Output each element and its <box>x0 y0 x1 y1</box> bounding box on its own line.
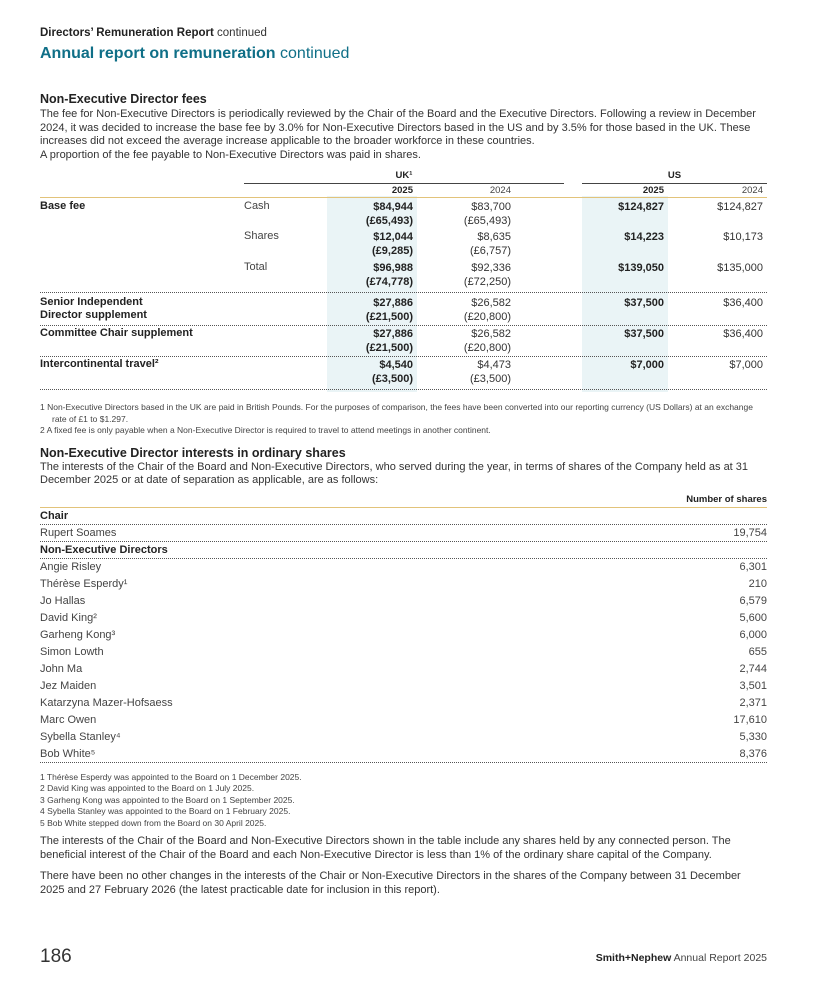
table-row <box>40 678 767 695</box>
director-name: Bob White⁵ <box>40 747 96 760</box>
uk-2025-cell: $4,540 (£3,500) <box>372 359 413 385</box>
uk-2024-cell: $4,473 (£3,500) <box>470 359 511 385</box>
brand-line <box>596 952 767 964</box>
uk-2024-cell: $26,582 (£20,800) <box>463 328 511 354</box>
uk-group-rule <box>244 183 564 184</box>
uk-2025-cell: $27,886 (£21,500) <box>365 328 413 354</box>
fees-table <box>40 170 767 392</box>
share-count: 6,579 <box>739 594 767 607</box>
group-non-executive: Non-Executive Directors <box>40 542 767 559</box>
us-2025-cell: $37,500 <box>624 297 664 309</box>
share-count: 19,754 <box>733 526 767 539</box>
us-2024-cell: $10,173 <box>723 231 763 243</box>
director-name: David King² <box>40 611 97 624</box>
director-name: Jez Maiden <box>40 679 97 692</box>
page-number: 186 <box>40 946 72 967</box>
shares-column-header: Number of shares <box>40 494 767 508</box>
us-group-header: US <box>667 170 682 181</box>
uk-2025-cell: $96,988 (£74,778) <box>365 262 413 288</box>
us-2024-cell: $36,400 <box>723 328 763 340</box>
shares-intro-paragraph: The interests of the Chair of the Board and Non-Executive Directors, who served during the year, in terms of shares of the Company held as at 31 December 2025 or at date of separation as applicable, are as follows: <box>40 460 749 486</box>
share-count: 655 <box>748 645 767 658</box>
share-count: 5,330 <box>739 730 767 743</box>
footnote: 3 Garheng Kong was appointed to the Board on 1 September 2025. <box>40 794 295 805</box>
row-sublabel: Total <box>244 261 268 273</box>
director-list <box>40 559 767 763</box>
us-2025-cell: $139,050 <box>618 262 664 274</box>
uk-2024-cell: $26,582 (£20,800) <box>463 297 511 323</box>
footnote: 1 Non-Executive Directors based in the UK are paid in British Pounds. For the purposes of comparison, the fees have been converted into our reporting currency (US Dollars) at an exchange rate of £1 to $1.297. <box>40 402 753 424</box>
table-row <box>40 712 767 729</box>
share-count: 6,301 <box>739 560 767 573</box>
us-2025-cell: $7,000 <box>630 359 664 371</box>
director-name: Marc Owen <box>40 713 97 726</box>
uk-2024-cell: $92,336 (£72,250) <box>463 262 511 288</box>
row-sublabel: Cash <box>244 200 270 212</box>
footnote: 1 Thérèse Esperdy was appointed to the Board on 1 December 2025. <box>40 771 302 782</box>
shares-section-title: Non-Executive Director interests in ordinary shares <box>40 445 346 460</box>
share-count: 17,610 <box>733 713 767 726</box>
fees-footnotes <box>40 402 767 437</box>
row-divider <box>40 389 767 390</box>
uk-2025-cell: $27,886 (£21,500) <box>365 297 413 323</box>
director-name: Angie Risley <box>40 560 102 573</box>
row-divider <box>40 356 767 357</box>
uk-2025-cell: $84,944 (£65,493) <box>365 201 413 227</box>
us-2024-cell: $135,000 <box>717 262 763 274</box>
share-count: 2,744 <box>739 662 767 675</box>
fees-intro-paragraph: The fee for Non-Executive Directors is periodically reviewed by the Chair of the Board and the Executive Directors. Following a review in December 2024, it was decided to increase the base fee by 3.0% for Non-Executive Directors based in the US and by 3.5% for those based in the UK. These increases did not exceed the average increase applicable to the broader workforce in these countries. <box>40 108 756 147</box>
row-label: Committee Chair supplement <box>40 327 193 339</box>
table-row <box>40 746 767 763</box>
director-name: Rupert Soames <box>40 526 117 539</box>
fees-intro-paragraph-2: A proportion of the fee payable to Non-Executive Directors was paid in shares. <box>40 148 421 161</box>
kicker-continued: continued <box>217 27 267 39</box>
table-row <box>40 729 767 746</box>
us-col-2024: 2024 <box>741 185 763 196</box>
table-row <box>40 593 767 610</box>
table-row <box>40 525 767 542</box>
uk-col-2024: 2024 <box>489 185 511 196</box>
share-count: 8,376 <box>739 747 767 760</box>
share-count: 210 <box>748 577 767 590</box>
row-sublabel: Shares <box>244 230 279 242</box>
director-name: John Ma <box>40 662 83 675</box>
us-2024-cell: $124,827 <box>717 201 763 213</box>
brand-name: Smith+Nephew <box>595 952 672 964</box>
uk-group-header: UK¹ <box>395 170 413 181</box>
director-name: Simon Lowth <box>40 645 104 658</box>
uk-2024-cell: $8,635 (£6,757) <box>470 231 511 257</box>
row-label: Intercontinental travel² <box>40 358 159 370</box>
table-row <box>40 627 767 644</box>
director-name: Garheng Kong³ <box>40 628 116 641</box>
us-col-2025: 2025 <box>642 185 664 196</box>
table-row <box>40 695 767 712</box>
director-name: Sybella Stanley⁴ <box>40 730 121 743</box>
shares-table <box>40 494 767 763</box>
row-divider <box>40 292 767 293</box>
footnote: 2 David King was appointed to the Board on 1 July 2025. <box>40 783 255 793</box>
table-row <box>40 661 767 678</box>
shares-footnotes <box>40 772 767 830</box>
share-count: 5,600 <box>739 611 767 624</box>
report-kicker <box>40 26 767 41</box>
uk-2025-cell: $12,044 (£9,285) <box>372 231 413 257</box>
report-name: Annual Report 2025 <box>673 952 767 964</box>
share-count: 3,501 <box>739 679 767 692</box>
director-name: Jo Hallas <box>40 594 86 607</box>
kicker-text: Directors’ Remuneration Report <box>40 27 214 39</box>
title-text: Annual report on remuneration <box>40 45 276 62</box>
title-continued: continued <box>280 45 350 62</box>
uk-2024-cell: $83,700 (£65,493) <box>463 201 511 227</box>
table-row <box>40 559 767 576</box>
closing-paragraph-2: There have been no other changes in the interests of the Chair or Non-Executive Directors in the shares of the Company between 31 December 2025 and 27 February 2026 (the latest practicable date for inclusion in this report). <box>40 870 741 896</box>
uk-col-2025: 2025 <box>391 185 413 196</box>
footnote: 2 A fixed fee is only payable when a Non-Executive Director is required to travel to attend meetings in another continent. <box>40 425 491 435</box>
fees-section-title: Non-Executive Director fees <box>40 92 207 106</box>
row-divider <box>40 325 767 326</box>
us-2025-cell: $37,500 <box>624 328 664 340</box>
table-row <box>40 610 767 627</box>
us-group-rule <box>582 183 767 184</box>
us-2025-cell: $14,223 <box>624 231 664 243</box>
director-name: Thérèse Esperdy¹ <box>40 577 128 590</box>
closing-paragraph-1: The interests of the Chair of the Board and Non-Executive Directors shown in the table include any shares held by any connected person. The beneficial interest of the Chair of the Board and each Non-Executive Director is less than 1% of the ordinary share capital of the Company. <box>40 835 731 861</box>
row-label: Senior Independent Director supplement <box>40 296 147 321</box>
share-count: 2,371 <box>739 696 767 709</box>
director-name: Katarzyna Mazer-Hofsaess <box>40 696 173 709</box>
group-chair: Chair <box>40 508 767 525</box>
page-title <box>40 43 767 65</box>
page <box>40 26 767 897</box>
row-label: Base fee <box>40 200 86 212</box>
us-2025-cell: $124,827 <box>618 201 664 213</box>
footnote: 4 Sybella Stanley was appointed to the Board on 1 February 2025. <box>40 806 291 816</box>
us-2024-cell: $36,400 <box>723 297 763 309</box>
table-row <box>40 576 767 593</box>
page-footer <box>40 946 767 970</box>
header-rule <box>40 197 767 198</box>
footnote: 5 Bob White stepped down from the Board on 30 April 2025. <box>40 817 267 828</box>
table-row <box>40 644 767 661</box>
share-count: 6,000 <box>739 628 767 641</box>
us-2024-cell: $7,000 <box>729 359 763 371</box>
